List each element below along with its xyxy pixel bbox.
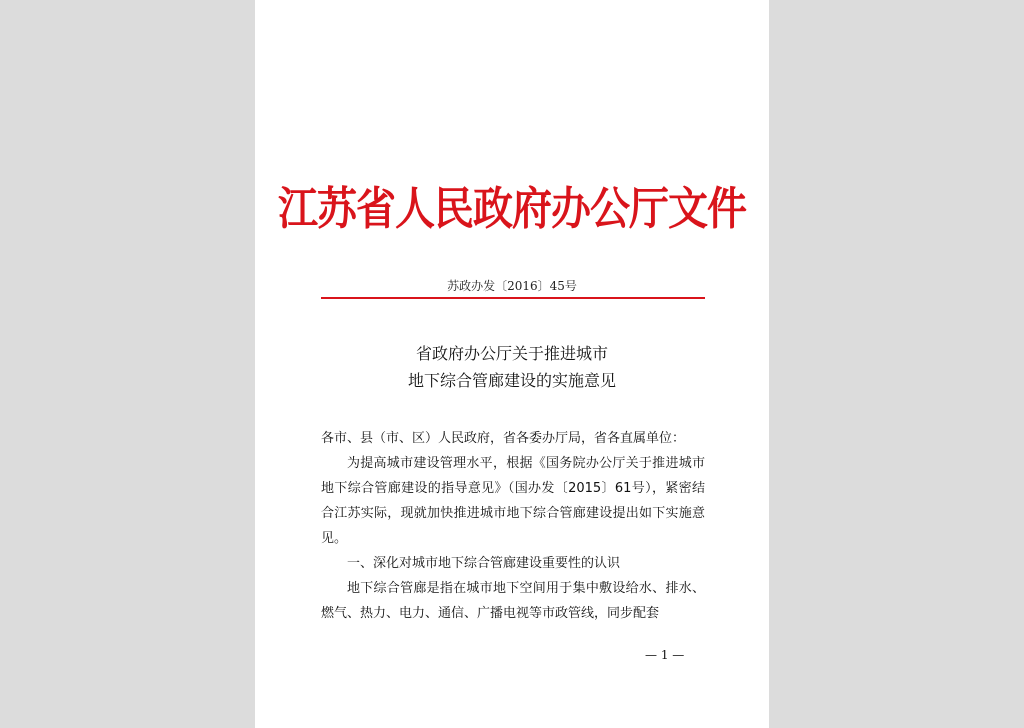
- document-body: [321, 426, 705, 626]
- title-line-1: 省政府办公厅关于推进城市: [415, 344, 608, 363]
- header-divider: [321, 297, 705, 299]
- document-title: [255, 340, 769, 394]
- body-paragraph: 地下综合管廊是指在城市地下空间用于集中敷设给水、排水、燃气、热力、电力、通信、广播电视等市政管线，同步配套: [321, 581, 705, 621]
- document-page: [255, 0, 769, 728]
- salutation: 各市、县（市、区）人民政府，省各委办厅局，省各直属单位：: [321, 431, 686, 446]
- page-number: — 1 —: [645, 648, 685, 662]
- body-paragraph: 为提高城市建设管理水平，根据《国务院办公厅关于推进城市地下综合管廊建设的指导意见》（国办发〔2015〕61号），紧密结合江苏实际，现就加快推进城市地下综合管廊建设提出如下实施意见。: [321, 456, 705, 546]
- document-number: 苏政办发〔2016〕45号: [447, 279, 577, 293]
- title-line-2: 地下综合管廊建设的实施意见: [407, 371, 616, 390]
- document-header: 江苏省人民政府办公厅文件: [278, 183, 746, 236]
- section-heading: 一、深化对城市地下综合管廊建设重要性的认识: [347, 556, 621, 571]
